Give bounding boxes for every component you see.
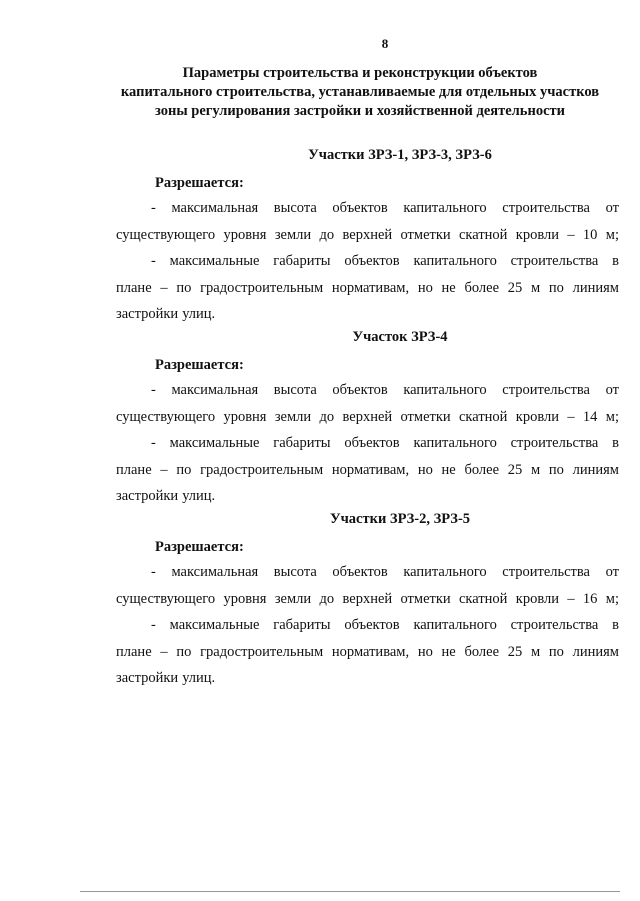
- word: строительства: [510, 617, 599, 633]
- word: м;: [605, 408, 619, 425]
- paragraph-line: [116, 559, 619, 586]
- word: более: [464, 643, 500, 660]
- paragraph-line: [116, 195, 619, 222]
- word: габариты: [273, 253, 331, 269]
- word: земли: [274, 226, 312, 243]
- word: объектов: [332, 200, 388, 216]
- word: объектов: [332, 564, 388, 580]
- word: максимальная: [171, 200, 259, 216]
- word: объектов: [332, 382, 388, 398]
- word: от: [605, 200, 619, 216]
- word: уровня: [223, 226, 267, 243]
- word: по: [548, 279, 564, 296]
- word: линиям: [572, 643, 619, 660]
- word: не: [441, 461, 456, 478]
- paragraph-line: [116, 430, 619, 457]
- word: плане: [116, 461, 152, 478]
- word: габариты: [273, 435, 331, 451]
- word: верхней: [342, 226, 393, 243]
- word: высота: [273, 564, 317, 580]
- word: в: [612, 617, 619, 633]
- word: до: [319, 226, 335, 243]
- page-number: 8: [381, 36, 389, 51]
- word: 25: [507, 279, 523, 296]
- word: -: [151, 253, 156, 269]
- word: но: [417, 643, 433, 660]
- word: –: [160, 279, 168, 296]
- word: объектов: [344, 253, 400, 269]
- word: строительства: [510, 253, 599, 269]
- scan-edge-line: [80, 891, 620, 892]
- word: –: [567, 590, 575, 607]
- document-title: [100, 64, 620, 121]
- paragraph-line: [116, 483, 619, 510]
- word: застройки: [116, 306, 179, 322]
- paragraph-line: [116, 457, 619, 484]
- word: до: [319, 590, 335, 607]
- section-heading: Участки ЗРЗ-1, ЗРЗ-3, ЗРЗ-6: [308, 147, 492, 163]
- paragraph-line: [116, 222, 619, 249]
- word: не: [441, 279, 456, 296]
- word: кровли: [515, 408, 559, 425]
- word: отметки: [400, 408, 451, 425]
- word: кровли: [515, 226, 559, 243]
- word: до: [319, 408, 335, 425]
- word: кровли: [515, 590, 559, 607]
- word: -: [151, 435, 156, 451]
- word: м: [530, 279, 541, 296]
- word: –: [160, 643, 168, 660]
- word: 25: [507, 643, 523, 660]
- word: по: [548, 461, 564, 478]
- word: капитального: [413, 617, 497, 633]
- word: 16: [582, 590, 598, 607]
- word: объектов: [344, 617, 400, 633]
- word: в: [612, 253, 619, 269]
- word: верхней: [342, 408, 393, 425]
- paragraph-max-height: [116, 559, 619, 612]
- word: улиц.: [182, 488, 216, 504]
- word: -: [151, 564, 156, 580]
- word: градостроительным: [200, 279, 324, 296]
- word: -: [151, 382, 156, 398]
- word: но: [417, 461, 433, 478]
- word: улиц.: [182, 306, 216, 322]
- word: улиц.: [182, 670, 216, 686]
- word: максимальная: [171, 382, 259, 398]
- allowed-label: Разрешается:: [155, 175, 244, 191]
- word: в: [612, 435, 619, 451]
- word: капитального: [403, 200, 487, 216]
- word: максимальная: [171, 564, 259, 580]
- paragraph-line: [116, 612, 619, 639]
- paragraph-line: [116, 586, 619, 613]
- word: максимальные: [169, 253, 260, 269]
- word: уровня: [223, 590, 267, 607]
- word: максимальные: [169, 435, 260, 451]
- word: не: [441, 643, 456, 660]
- word: но: [417, 279, 433, 296]
- word: существующего: [116, 408, 216, 425]
- word: от: [605, 564, 619, 580]
- word: нормативам,: [331, 461, 410, 478]
- word: существующего: [116, 590, 216, 607]
- word: застройки: [116, 488, 179, 504]
- word: –: [567, 226, 575, 243]
- paragraph-line: [116, 665, 619, 692]
- word: по: [176, 461, 192, 478]
- paragraph-line: [116, 275, 619, 302]
- word: линиям: [572, 279, 619, 296]
- word: отметки: [400, 226, 451, 243]
- word: уровня: [223, 408, 267, 425]
- word: капитального: [403, 382, 487, 398]
- word: 25: [507, 461, 523, 478]
- word: градостроительным: [200, 643, 324, 660]
- word: капитального: [403, 564, 487, 580]
- word: более: [464, 279, 500, 296]
- word: земли: [274, 590, 312, 607]
- paragraph-max-height: [116, 377, 619, 430]
- word: -: [151, 617, 156, 633]
- word: линиям: [572, 461, 619, 478]
- title-line: Параметры строительства и реконструкции объектов: [182, 65, 538, 81]
- word: -: [151, 200, 156, 216]
- word: нормативам,: [331, 279, 410, 296]
- word: плане: [116, 643, 152, 660]
- word: м;: [605, 590, 619, 607]
- word: строительства: [502, 200, 590, 216]
- word: максимальные: [169, 617, 260, 633]
- section-heading: Участки ЗРЗ-2, ЗРЗ-5: [329, 511, 471, 527]
- word: м: [530, 461, 541, 478]
- section-heading: Участок ЗРЗ-4: [352, 329, 448, 345]
- word: габариты: [273, 617, 331, 633]
- word: скатной: [459, 590, 508, 607]
- paragraph-line: [116, 248, 619, 275]
- paragraph-line: [116, 377, 619, 404]
- word: плане: [116, 279, 152, 296]
- word: м: [530, 643, 541, 660]
- word: –: [160, 461, 168, 478]
- word: отметки: [400, 590, 451, 607]
- paragraph-max-dimensions: [116, 248, 619, 328]
- word: объектов: [344, 435, 400, 451]
- word: от: [605, 382, 619, 398]
- paragraph-max-dimensions: [116, 430, 619, 510]
- paragraph-max-dimensions: [116, 612, 619, 692]
- word: верхней: [342, 590, 393, 607]
- word: градостроительным: [200, 461, 324, 478]
- word: существующего: [116, 226, 216, 243]
- paragraph-line: [116, 301, 619, 328]
- word: земли: [274, 408, 312, 425]
- allowed-label: Разрешается:: [155, 357, 244, 373]
- word: по: [176, 279, 192, 296]
- word: по: [176, 643, 192, 660]
- word: строительства: [502, 382, 590, 398]
- word: капитального: [413, 253, 497, 269]
- word: м;: [605, 226, 619, 243]
- title-line: зоны регулирования застройки и хозяйственной деятельности: [155, 103, 565, 119]
- paragraph-line: [116, 404, 619, 431]
- word: по: [548, 643, 564, 660]
- word: 14: [582, 408, 598, 425]
- word: 10: [582, 226, 598, 243]
- word: –: [567, 408, 575, 425]
- word: высота: [273, 200, 317, 216]
- word: высота: [273, 382, 317, 398]
- word: застройки: [116, 670, 179, 686]
- allowed-label: Разрешается:: [155, 539, 244, 555]
- title-line: капитального строительства, устанавливаемые для отдельных участков: [120, 84, 600, 100]
- paragraph-line: [116, 639, 619, 666]
- word: капитального: [413, 435, 497, 451]
- word: скатной: [459, 226, 508, 243]
- paragraph-max-height: [116, 195, 619, 248]
- word: строительства: [502, 564, 590, 580]
- word: строительства: [510, 435, 599, 451]
- word: скатной: [459, 408, 508, 425]
- word: более: [464, 461, 500, 478]
- word: нормативам,: [331, 643, 410, 660]
